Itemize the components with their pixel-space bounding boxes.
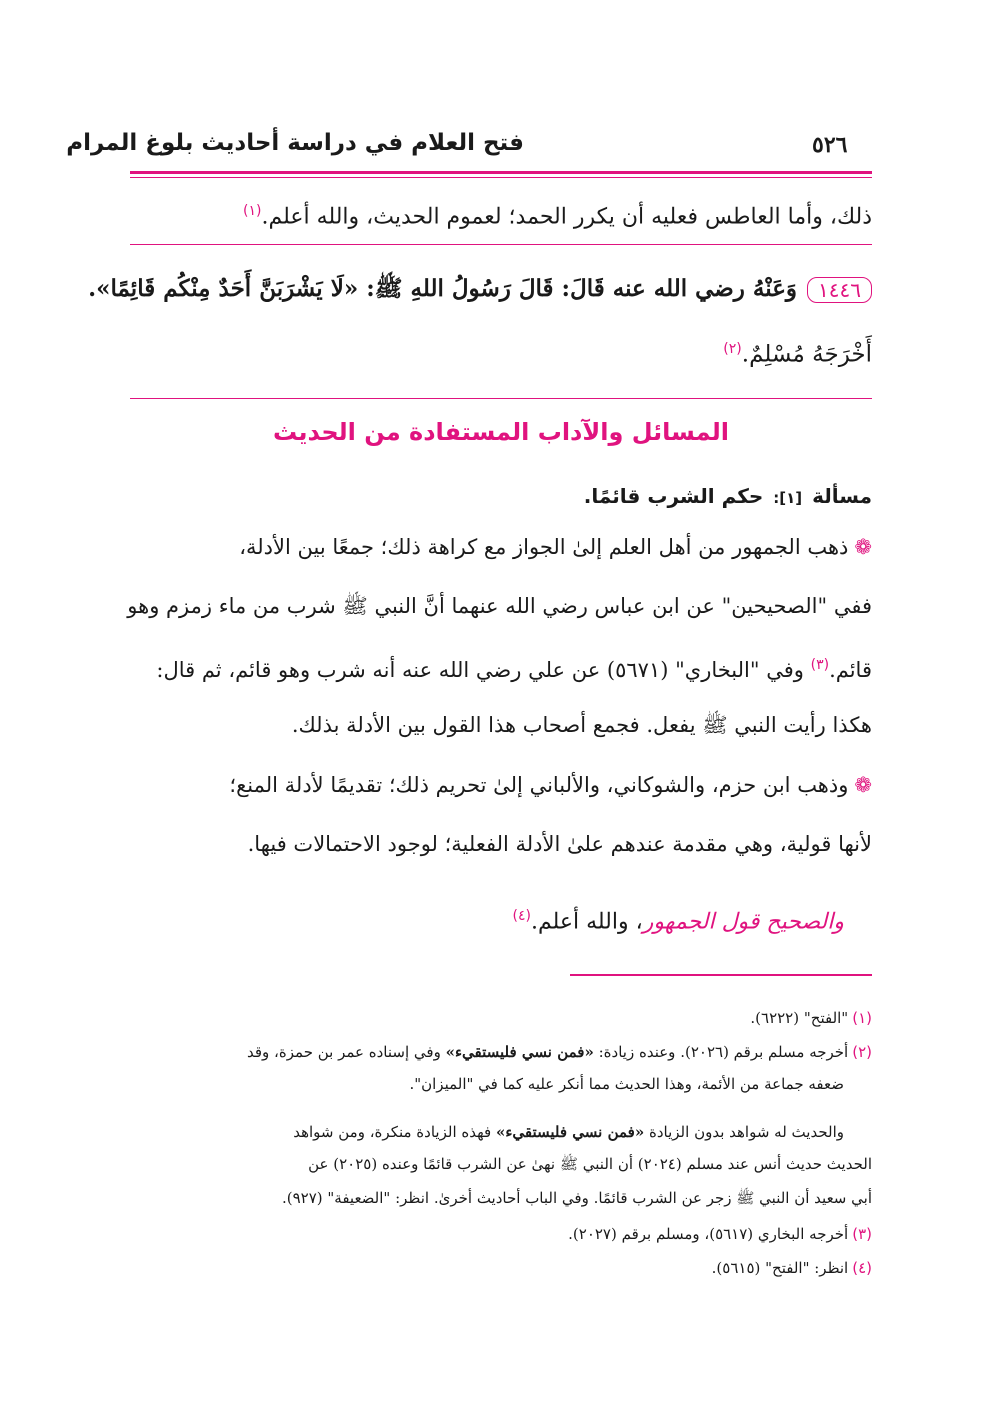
footnote-1-text: "الفتح" (٦٢٢٢). (750, 1009, 849, 1027)
f2-l1-bold: «فمن نسي فليستقيء» (445, 1043, 594, 1061)
paragraph-1-line-1 (130, 532, 872, 562)
f2-l1b: وفي إسناده عمر بن حمزة، وقد (247, 1043, 441, 1061)
hadith-rule (130, 398, 872, 399)
footnote-2-line-5: أبي سعيد أن النبي ﷺ زجر عن الشرب قائمًا. وفي الباب أحاديث أخرىٰ. انظر: "الضعيفة" (٩٢٧). (281, 1189, 872, 1207)
header-rule-thin (130, 177, 872, 178)
intro-line (130, 196, 872, 232)
f2-l3-bold: «فمن نسي فليستقيء» (495, 1123, 645, 1141)
footnote-2-line-3 (130, 1120, 844, 1144)
flower-bullet-icon: ❁ (854, 535, 872, 559)
masala-number: [١]: (773, 489, 803, 507)
footnote-ref-2: (٢) (723, 341, 742, 357)
f2-l3a: والحديث له شواهد بدون الزيادة (649, 1123, 844, 1141)
conclusion-rest: ، والله أعلم. (530, 909, 643, 935)
paragraph-2-line-1 (130, 770, 872, 800)
paragraph-1-line-3 (130, 650, 872, 685)
footnote-2-line-2: ضعفه جماعة من الأئمة، وهذا الحديث مما أنكر عليه كما في "الميزان". (409, 1075, 844, 1093)
masala-label: مسألة (812, 484, 872, 508)
masala-title: حكم الشرب قائمًا. (583, 484, 764, 508)
flower-bullet-icon: ❁ (854, 773, 872, 797)
footnote-ref-3: (٣) (810, 657, 830, 673)
footnote-4-text: انظر: "الفتح" (٥٦١٥). (711, 1259, 849, 1277)
p1-l1-text: ذهب الجمهور من أهل العلم إلىٰ الجواز مع كراهة ذلك؛ جمعًا بين الأدلة، (239, 535, 849, 559)
footnote-1 (130, 1006, 872, 1030)
footnote-3-number: (٣) (852, 1225, 872, 1243)
footnote-4 (130, 1256, 872, 1280)
intro-text: ذلك، وأما العاطس فعليه أن يكرر الحمد؛ لعموم الحديث، والله أعلم. (261, 204, 872, 230)
section-title: المسائل والآداب المستفادة من الحديث (273, 418, 729, 446)
book-title: فتح العلام في دراسة أحاديث بلوغ المرام (66, 130, 524, 156)
footnote-ref-1: (١) (243, 203, 262, 219)
header-rule-thick (130, 171, 872, 174)
paragraph-1-line-4: هكذا رأيت النبي ﷺ يفعل. فجمع أصحاب هذا القول بين الأدلة بذلك. (291, 713, 872, 737)
footnote-separator (570, 974, 872, 976)
conclusion-highlight: والصحيح قول الجمهور (642, 909, 844, 935)
footnote-4-number: (٤) (852, 1259, 872, 1277)
conclusion-line (512, 908, 844, 934)
p1-l3b-text: وفي "البخاري" (٥٦٧١) عن علي رضي الله عنه أنه شرب وهو قائم، ثم قال: (156, 658, 804, 682)
footnote-1-number: (١) (852, 1009, 872, 1027)
hadith-source: أَخْرَجَهُ مُسْلِمٌ. (741, 341, 872, 368)
masala-heading (584, 484, 872, 508)
page-number: ٥٢٦ (812, 132, 848, 158)
p2-l1-text: وذهب ابن حزم، والشوكاني، والألباني إلىٰ تحريم ذلك؛ تقديمًا لأدلة المنع؛ (229, 773, 849, 797)
p1-l3a-text: قائم. (829, 658, 872, 682)
hadith-line-1 (88, 274, 872, 304)
hadith-number-badge: ١٤٤٦ (807, 277, 872, 303)
footnote-3 (130, 1222, 872, 1246)
intro-rule (130, 244, 872, 245)
hadith-text: وَعَنْهُ رضي الله عنه قَالَ: قَالَ رَسُولُ اللهِ ﷺ: «لَا يَشْرَبَنَّ أَحَدٌ مِنْكُم قَائِمًا». (88, 275, 798, 302)
footnote-2-line-4: الحديث حديث أنس عند مسلم (٢٠٢٤) أن النبي ﷺ نهىٰ عن الشرب قائمًا وعنده (٢٠٢٥) عن (308, 1155, 872, 1173)
f2-l3b: فهذه الزيادة منكرة، ومن شواهد (293, 1123, 492, 1141)
footnote-3-text: أخرجه البخاري (٥٦١٧)، ومسلم برقم (٢٠٢٧). (568, 1225, 849, 1243)
footnote-2-line-1 (130, 1040, 872, 1064)
footnote-ref-4: (٤) (512, 908, 531, 924)
footnote-2-number: (٢) (852, 1043, 872, 1061)
paragraph-1-line-2: ففي "الصحيحين" عن ابن عباس رضي الله عنهما أنَّ النبي ﷺ شرب من ماء زمزم وهو (127, 594, 872, 618)
hadith-line-2 (130, 334, 872, 370)
f2-l1a: أخرجه مسلم برقم (٢٠٢٦). وعنده زيادة: (598, 1043, 849, 1061)
paragraph-2-line-2: لأنها قولية، وهي مقدمة عندهم علىٰ الأدلة الفعلية؛ لوجود الاحتمالات فيها. (247, 832, 872, 856)
